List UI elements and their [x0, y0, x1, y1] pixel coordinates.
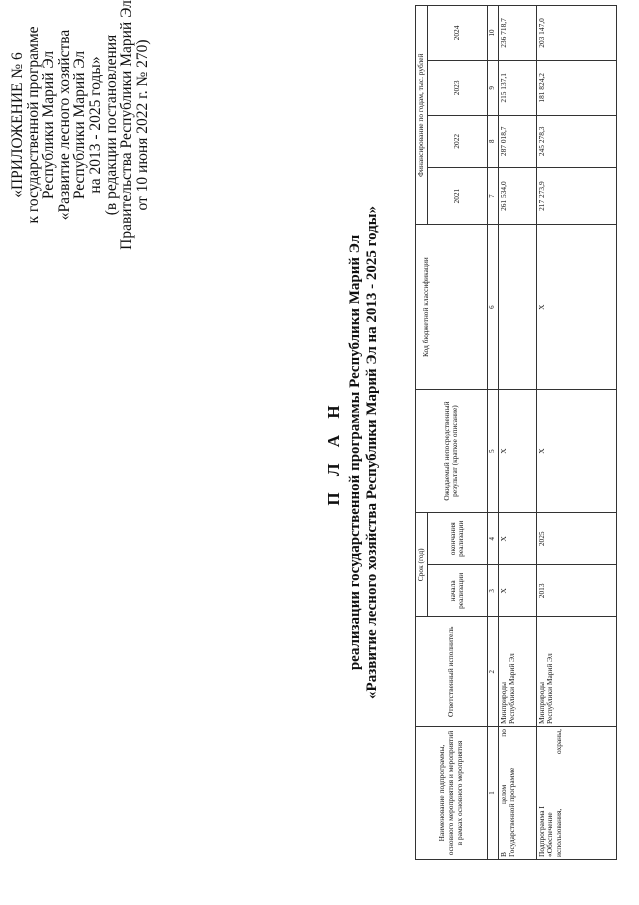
row-end: X [498, 513, 536, 565]
header-term-end: окончания реализации [427, 513, 487, 565]
column-number: 6 [487, 225, 498, 389]
title-line-2: «Развитие лесного хозяйства Республики Марий Эл на 2013 - 2025 годы» [363, 206, 380, 699]
column-number: 9 [487, 60, 498, 115]
appendix-line: на 2013 - 2025 годы» [86, 56, 104, 194]
row-value-2024: 203 147,0 [536, 6, 616, 61]
title-line-1: реализации государственной программы Республики Марий Эл [347, 234, 363, 671]
row-end: 2025 [536, 513, 616, 565]
column-number: 3 [487, 565, 498, 617]
row-value-2021: 217 273,9 [536, 167, 616, 225]
appendix-line: (в редакции постановления [102, 34, 120, 216]
table-row [536, 6, 616, 860]
row-name-line: «Обеспечение [545, 812, 555, 857]
row-name-line: Подпрограмма I [536, 806, 546, 857]
row-name-line: Государственной программе [507, 767, 517, 857]
header-code: Код бюджетной классификации [416, 225, 488, 389]
row-executor-line: Минприроды [536, 682, 546, 725]
appendix-line: от 10 июня 2022 г. № 270) [133, 39, 151, 211]
appendix-line: «Развитие лесного хозяйства [55, 29, 73, 221]
appendix-line: Республики Марий Эл [40, 50, 58, 200]
row-result: X [498, 389, 536, 512]
row-value-2023: 215 137,1 [498, 60, 536, 115]
row-value-2024: 236 718,7 [498, 6, 536, 61]
column-number: 7 [487, 167, 498, 225]
appendix-line: Республики Марий Эл [71, 50, 89, 200]
row-name-line: В целом по [498, 729, 508, 857]
column-number: 5 [487, 389, 498, 512]
column-number: 8 [487, 115, 498, 167]
header-executor: Ответственный исполнитель [416, 617, 488, 727]
row-code [498, 225, 536, 389]
row-name-line: использования, охраны, [553, 729, 563, 857]
header-funding: Финансирование по годам, тыс. рублей [416, 6, 428, 225]
column-number: 10 [487, 6, 498, 61]
appendix-line: Правительства Республики Марий Эл [118, 0, 136, 250]
header-year-2024: 2024 [427, 6, 487, 61]
column-number: 4 [487, 513, 498, 565]
row-start: 2013 [536, 565, 616, 617]
column-number: 2 [487, 617, 498, 727]
row-value-2022: 287 018,7 [498, 115, 536, 167]
column-number: 1 [487, 727, 498, 860]
row-executor-line: Республики Марий Эл [545, 653, 555, 725]
header-year-2022: 2022 [427, 115, 487, 167]
header-year-2023: 2023 [427, 60, 487, 115]
row-executor [536, 617, 616, 727]
header-result: Ожидаемый непосредственный результат (краткое описание) [416, 389, 488, 512]
row-executor-line: Республики Марий Эл [507, 653, 517, 725]
header-term-start: начала реализации [427, 565, 487, 617]
row-name [498, 727, 536, 860]
row-executor-line: Минприроды [498, 682, 508, 725]
row-result: X [536, 389, 616, 512]
row-start: X [498, 565, 536, 617]
appendix-note [10, 0, 150, 250]
row-name [536, 727, 616, 860]
table-row [498, 6, 536, 860]
appendix-line: «ПРИЛОЖЕНИЕ № 6 [9, 52, 26, 198]
header-name: Наименование подпрограммы, основного мероприятия и мероприятий в рамках основного мероприятия [416, 727, 488, 860]
row-code: X [536, 225, 616, 389]
header-year-2021: 2021 [427, 167, 487, 225]
row-value-2022: 245 278,3 [536, 115, 616, 167]
plan-table [415, 5, 617, 860]
appendix-line: к государственной программе [24, 26, 42, 224]
row-value-2021: 261 534,0 [498, 167, 536, 225]
plan-heading: П Л А Н [324, 399, 343, 506]
row-value-2023: 181 824,2 [536, 60, 616, 115]
header-term: Срок (год) [416, 513, 428, 617]
row-executor [498, 617, 536, 727]
document-title [324, 60, 380, 845]
column-number-row [487, 6, 498, 860]
